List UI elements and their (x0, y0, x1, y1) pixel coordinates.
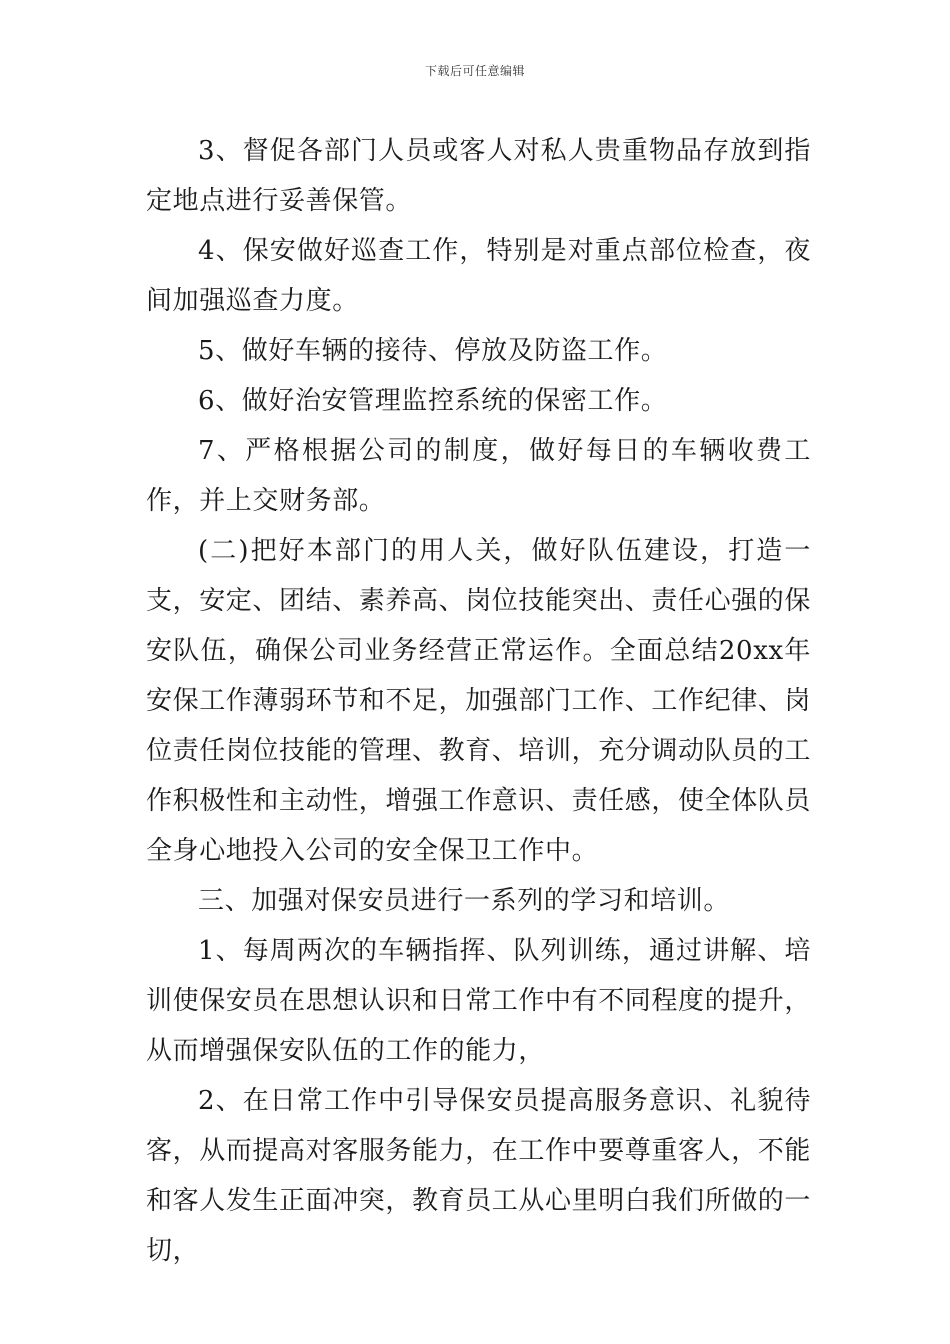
paragraph-item-7: 7、严格根据公司的制度，做好每日的车辆收费工作，并上交财务部。 (146, 436, 811, 516)
paragraph-item-4: 4、保安做好巡查工作，特别是对重点部位检查，夜间加强巡查力度。 (146, 236, 811, 316)
paragraph-training-2: 2、在日常工作中引导保安员提高服务意识、礼貌待客，从而提高对客服务能力，在工作中要尊重客人，不能和客人发生正面冲突，教育员工从心里明白我们所做的一切， (146, 1086, 812, 1266)
page-header: 下载后可任意编辑 (424, 64, 525, 78)
paragraph-training-1: 1、每周两次的车辆指挥、队列训练，通过讲解、培训使保安员在思想认识和日常工作中有不同程度的提升，从而增强保安队伍的工作的能力， (146, 936, 812, 1066)
paragraph-section-2: (二)把好本部门的用人关，做好队伍建设，打造一支，安定、团结、素养高、岗位技能突出、责任心强的保安队伍，确保公司业务经营正常运作。全面总结20xx年安保工作薄弱环节和不足，加强部门工作、工作纪律、岗位责任岗位技能的管理、教育、培训，充分调动队员的工作积极性和主动性，增强工作意识、责任感，使全体队员全身心地投入公司的安全保卫工作中。 (146, 536, 812, 866)
paragraph-item-3: 3、督促各部门人员或客人对私人贵重物品存放到指定地点进行妥善保管。 (146, 136, 811, 216)
document-body (146, 126, 811, 1276)
paragraph-item-6: 6、做好治安管理监控系统的保密工作。 (198, 386, 668, 416)
section-heading-3: 三、加强对保安员进行一系列的学习和培训。 (198, 886, 731, 916)
paragraph-item-5: 5、做好车辆的接待、停放及防盗工作。 (198, 336, 668, 366)
